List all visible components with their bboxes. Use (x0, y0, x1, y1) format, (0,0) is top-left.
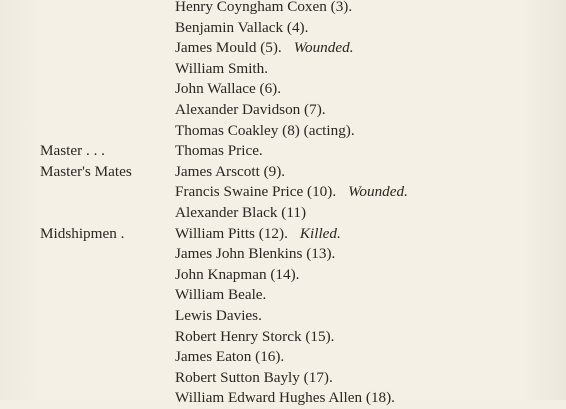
officer-name: Francis Swaine Price (10). Wounded. (175, 183, 408, 201)
roster-row (0, 141, 566, 162)
roster-row (0, 182, 566, 203)
officer-name: Thomas Price. (175, 142, 263, 160)
officer-name: Thomas Coakley (8) (acting). (175, 121, 355, 139)
officer-name: James Arscott (9). (175, 162, 286, 180)
roster-row (0, 306, 566, 327)
roster-row (0, 224, 566, 245)
officer-name: Robert Henry Storck (15). (175, 327, 335, 345)
officer-name: James John Blenkins (13). (175, 245, 336, 263)
roster-row (0, 388, 566, 409)
roster-row (0, 347, 566, 368)
officer-name: James Mould (5). Wounded. (175, 39, 354, 57)
officer-name: John Wallace (6). (175, 80, 282, 98)
roster-row (0, 368, 566, 389)
roster-row (0, 121, 566, 142)
roster-row (0, 285, 566, 306)
roster-row (0, 100, 566, 121)
officer-name: Robert Sutton Bayly (17). (175, 368, 333, 386)
rank-label: Master . . . (40, 142, 105, 160)
officer-name: William Edward Hughes Allen (18). (175, 389, 395, 407)
roster-row (0, 79, 566, 100)
officer-name: Henry Coyngham Coxen (3). (175, 0, 353, 15)
roster-row (0, 0, 566, 18)
officer-name: Benjamin Vallack (4). (175, 18, 309, 36)
officer-name: Lewis Davies. (175, 306, 262, 324)
officer-name: William Pitts (12). Killed. (175, 224, 341, 242)
status-note: Wounded. (293, 39, 354, 57)
officer-name: William Beale. (175, 286, 267, 304)
rank-label: Master's Mates (40, 162, 132, 180)
roster-row (0, 59, 566, 80)
status-note: Wounded. (348, 183, 408, 201)
rank-label: Midshipmen . (40, 224, 125, 242)
officer-name: Alexander Davidson (7). (175, 100, 326, 118)
officer-name: Alexander Black (11) (175, 203, 307, 221)
roster-row (0, 244, 566, 265)
roster-row (0, 162, 566, 183)
roster-row (0, 327, 566, 348)
roster-row (0, 18, 566, 39)
officer-name: John Knapman (14). (175, 265, 300, 283)
status-note: Killed. (299, 224, 341, 242)
roster-row (0, 203, 566, 224)
roster-row (0, 265, 566, 286)
officer-name: William Smith. (175, 59, 269, 77)
officer-name: James Eaton (16). (175, 348, 285, 366)
roster-row (0, 38, 566, 59)
